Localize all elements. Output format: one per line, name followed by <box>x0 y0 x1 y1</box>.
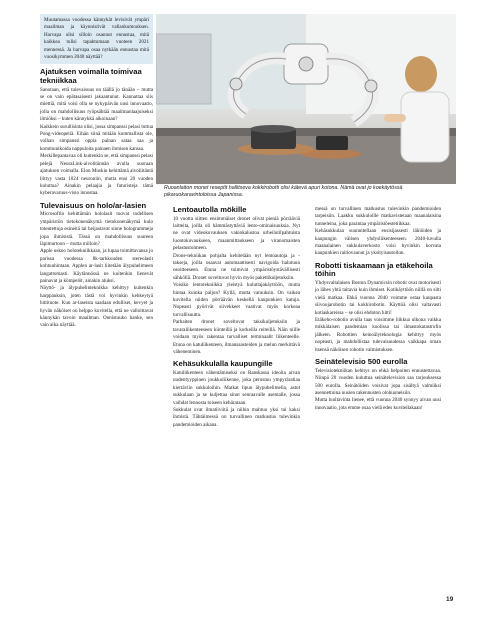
paragraph: Drone-tekniikan pohjalta kehitetään nyt lentoautoja ja -takseja, joilla osaavat automaattisesti navigoida halutuun osoitteeseen. Etuna ne toimivat ympäristöystävällisesti sähköllä. Dronet soveltuvat hyvin myös pakettikuljetuksiin. <box>173 252 300 281</box>
paragraph: Katuliikenteen vähentämiseksi on Ranskassa ideoita arvan uudentyyppinen joukkoliikenne, joka perustuu ympyräratiaa kiertäviin sukkuloihin. Matkat lipun älypuhelimella, astut sukkulaan ja se kuljettaa sinut seuraavalle asemalle, jossa vaihdat lennosta toiseen kehärataan. <box>173 369 300 406</box>
paragraph: messä on turvallinen matkustus tulevinkin pandemioiden tarpeisiin. Laakku sukkuloille matkavistetaan maanalaisina tunneleina, joka parantaa ympäristöestetiikkaa. <box>315 206 441 227</box>
paragraph: Televisiotekniikan kehitys on ehkä helpoiten ennustettavaa. Niinpä 20 vuoden kuluttua seinätelevision saa tarjouksessa 500 eurolla. Seinätöiden voisivat jopa sisältyä valmiiksi asennettuina uusien rakennusten olohuoneisiin. <box>315 367 441 396</box>
column-3 <box>315 206 441 412</box>
paragraph: Microsoftin kehittämän hololasit tuovat todellisen ympäristön tietokonenäkymä tietokonenäkymä kulo toteutettuja esineitä tai heijastavat sinne hologrammeja jopa ihmisistä. Tässä on mahdollisuus suureen läpimurtoon – mutta milloin? <box>40 211 153 247</box>
paragraph: Mutta luultavinta lienee, että vuonna 2040 synnyy aivan uusi innovaatio, jota emme osaa vielä edes kuvitellakaan! <box>315 397 441 411</box>
paragraph: Sanotaan, että tulevaisuus on täällä jo tänään – mutta se on vain epätasaisesti jakaantunut. Kannattaa siis miettiä, mitä voisi olla se nykypäivän uusi innovaatio, jolla on mahdollisuus ryöpsähtää maailmanlaajuiseksi ilmiöksi – kuten kännykkä aikoinaan? <box>40 86 153 123</box>
paragraph: Näyttö- ja älypuhelinteknikka kehittyy kuitenkin harppauksin, joten tästä voi hyvinkin kehkeytyä hittituote. Kun ar-laseista saadaan edulliset, kevyet ja hyvän näköiset on helppo kuvitella, että ne valloittavat kännykän tavoin maailman. Onnistuuko hanke, sen vain aika näyttää. <box>40 285 153 329</box>
heading-seinatelevisio: Seinätelevisio 500 eurolla <box>315 357 408 367</box>
column-2 <box>173 206 300 429</box>
paragraph: Sukkulat ovat ilmatiiviitä ja niihin mahtuu yksi tai kaksi ihmistä. Tähtäimessä on turvallinen matkustus tulevinkin pandemioiden aikana. <box>173 406 300 428</box>
paragraph: Kehäsukkulaa suunnitellaan ensisijassesti lähiöiden ja kaupungin välisen yhdysliikenteeseen. 2040-luvulla maanalainen sukkulaverkosto voisi hyvinkin korvata kaupunkien raitiovaunut ja yksityisautoilun. <box>315 228 441 257</box>
column-1 <box>40 14 153 330</box>
paragraph: 10 vuotta siitten ensimmäiset dronet olivat pieniä pörrääviä laitteita, joilla oli hämmästyttäviä lento-ominaisuuksia. Nyt ne ovat videokuvauksen vakiokalustoa urheilutilpahtuista luontokuvaukseen, maanmittaukseen ja viranomaisten pelastustoimeen. <box>173 215 300 252</box>
paragraph: Merkillepantavaa oli kuitenkin se, että simpanssi pelasi pelejä NeuraLink-aivolitännän avulla suoraan ajatuksen voimalla. Elon Muskin kehittämä aivoliitäntä liittyy vasta 1024 neuroniin, mutta ensi 20 vuoden kuluttua? Ainakin pelaajia ja futuristeja tämä kyberavaruus-visio innostaa. <box>40 153 153 197</box>
heading-ajatuksen-voimalla: Ajatuksen voimalla toimivaa tekniikkaa <box>40 67 142 86</box>
page-number: 19 <box>446 596 454 603</box>
kitchen-robot-photo <box>156 14 456 184</box>
paragraph: Kaikkein surullisinta olisi, jossa simpanssi pelasi tuttua Pong-videopeliä. Eihän siinä mitään kummallista ole, voihan simpanssi oppia painan sataa saa ja kommunikoida nappuloita painaen ihmisen kanssa. <box>40 123 153 152</box>
heading-robotti-tiskaamaan: Robotti tiskaamaan ja etäkehoila töihin <box>315 260 433 279</box>
heading-kehasukkulalla: Kehäsukkulalla kaupungille <box>173 359 273 369</box>
paragraph: Yhdysvaltalaisen Boston Dynamicsin robotit ovat motorisesti jo lähes yhtä taitavia kuin ihmiset. Kotikäyttöön niillä on silti vielä matkaa. Ehkä vuonna 2040 voimme ostaa kaupasta siivoojarobotin tai kokkirobotin. Käyttöä olisi valtavasti kotiaskareissa – se olisi ehdoton hitti! <box>315 280 441 316</box>
photo-caption: Ruoanlaiton monet reseptit hallitseva kokkirobotti olisi kätevä apuri kotona. Nämä ovat jo koekäytössä pikaruokaravintoloissa Japanissa. <box>164 185 403 199</box>
paragraph: Apple uskoo holotekniikkaan, ja lupaa toimittavansa jo parissa vuodessa 8k-tarkkuuden stereolasit kohtuuhintaan. Applen ar-lasit liitetään älypuhelimeen langattomasti. Käytännössä ne kuitenkin lienevät painavat ja kömpelöt, ainakin aluksi. <box>40 248 153 284</box>
kitchen-robot-illustration <box>156 14 456 184</box>
paragraph: Parhaiten dronet soveltuvat taksikuljetuksiin ja tavaraliikenteeseen kiinteillä ja korkeilla reiteillä. Näin niille voidaan myös rakentaa turvalliset terminaalit liikenteelle. Etuna on katuliikenteen, ilmansaasteiden ja melun merkittävä väheneminen. <box>173 319 300 355</box>
intro-box <box>40 14 153 64</box>
heading-holo-ar-lasit: Tulevaisuus on holo/ar-lasien <box>40 200 147 210</box>
intro-text: Muutamassa vuodessa kännykät levisivät ympäri maailman ja käynnistivät vallankumouksen. Harvapa olisi silloin osannut ennustaa, mitä kaikkea tulisi tapahtumaan vuoteen 2021 mennessä. Ja harvapa osaa nytkään ennustaa mitä vuosikymmen 2040 näyttää? <box>44 17 149 61</box>
paragraph: Voisiko lentotekniikka yleistyä kuluttajakäyttöön, mutta hintaa kuinka paljon? Kyllä, mutta varauksin. On vaikea kuvitella niiden pörräävän keskellä kaupunkien katuja. Nopeasti pyörivät siivekkeet vaativat myös korkeaa turvallisuutta. <box>173 282 300 318</box>
paragraph: Etäkeho-robotin avulla taas voisimme liikkua ulkona vaikka mikkälaisen pandemian koolissa tai ilmastokatastrofin jälkeen. Robottien keinoälyteknologia kehittyy myös nopeasti, ja mahdollistaa tulevaisuudessa vaikkapa oman itsensä näköisen robotin valmistuksen. <box>315 317 441 353</box>
heading-lentoautolla: Lentoautolla mökille <box>173 205 247 214</box>
